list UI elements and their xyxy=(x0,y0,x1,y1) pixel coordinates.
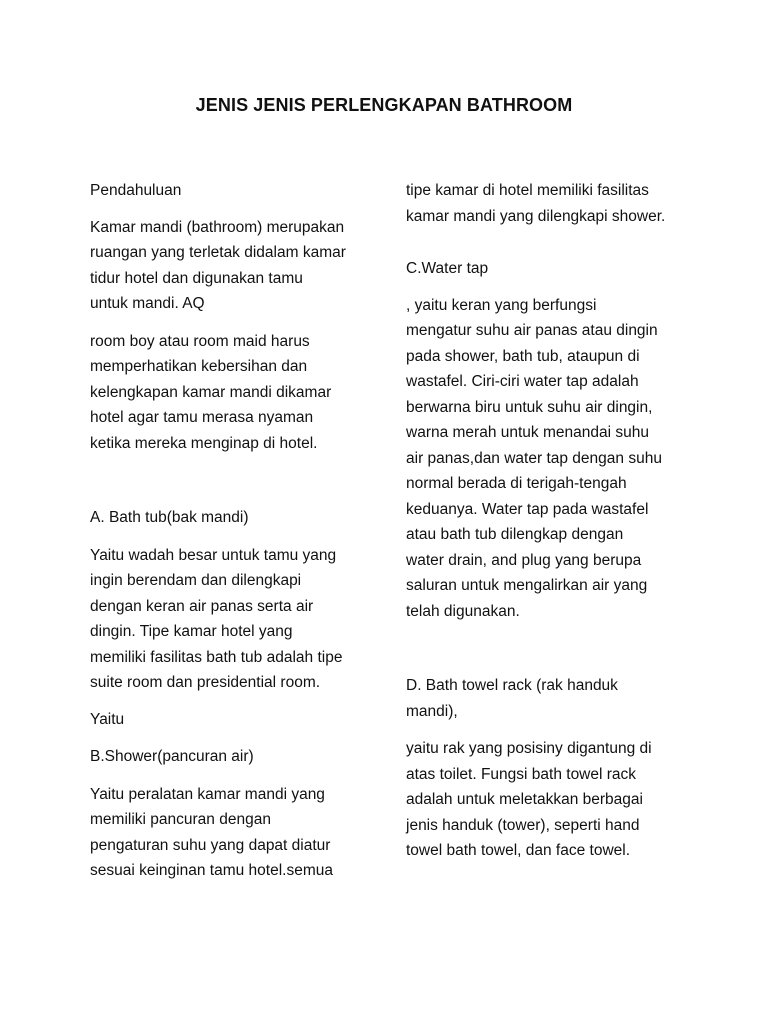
paragraph-room-boy: room boy atau room maid harus memperhatikan kebersihan dan kelengkapan kamar mandi dikamar hotel agar tamu merasa nyaman ketika mereka menginap di hotel. xyxy=(90,332,332,452)
heading-bath-towel-rack: D. Bath towel rack (rak handuk mandi), xyxy=(406,677,618,720)
paragraph-bath-tub: Yaitu wadah besar untuk tamu yang ingin berendam dan dilengkapi dengan keran air panas serta air dingin. Tipe kamar hotel yang memiliki fasilitas bath tub adalah tipe suite room dan presidential room. xyxy=(90,546,343,691)
document-title: JENIS JENIS PERLENGKAPAN BATHROOM xyxy=(195,95,573,115)
heading-bath-tub: A. Bath tub(bak mandi) xyxy=(90,509,249,526)
paragraph-yaitu: Yaitu xyxy=(90,710,125,728)
paragraph-water-tap: , yaitu keran yang berfungsi mengatur suhu air panas atau dingin pada shower, bath tub, ataupun di wastafel. Ciri-ciri water tap adalah berwarna biru untuk suhu air dingin, warna merah untuk menandai suhu air panas,dan water tap dengan suhu normal berada di terigah-tengah keduanya. Water tap pada wastafel atau bath tub dilengkap dengan water drain, and plug yang berupa saluran untuk mengalirkan air yang telah digunakan. xyxy=(406,296,662,620)
left-column xyxy=(90,178,365,884)
paragraph-bath-towel-rack: yaitu rak yang posisiny digantung di atas toilet. Fungsi bath towel rack adalah untuk meletakkan berbagai jenis handuk (tower), seperti hand towel bath towel, dan face towel. xyxy=(406,740,652,859)
heading-pendahuluan: Pendahuluan xyxy=(90,182,182,199)
heading-shower: B.Shower(pancuran air) xyxy=(90,748,254,765)
paragraph-shower: Yaitu peralatan kamar mandi yang memiliki pancuran dengan pengaturan suhu yang dapat diatur sesuai keinginan tamu hotel.semua xyxy=(90,785,333,879)
paragraph-intro: Kamar mandi (bathroom) merupakan ruangan yang terletak didalam kamar tidur hotel dan digunakan tamu untuk mandi. AQ xyxy=(90,218,346,312)
right-column xyxy=(406,178,686,864)
heading-water-tap: C.Water tap xyxy=(406,260,489,277)
paragraph-shower-continued: tipe kamar di hotel memiliki fasilitas kamar mandi yang dilengkapi shower. xyxy=(406,182,666,225)
